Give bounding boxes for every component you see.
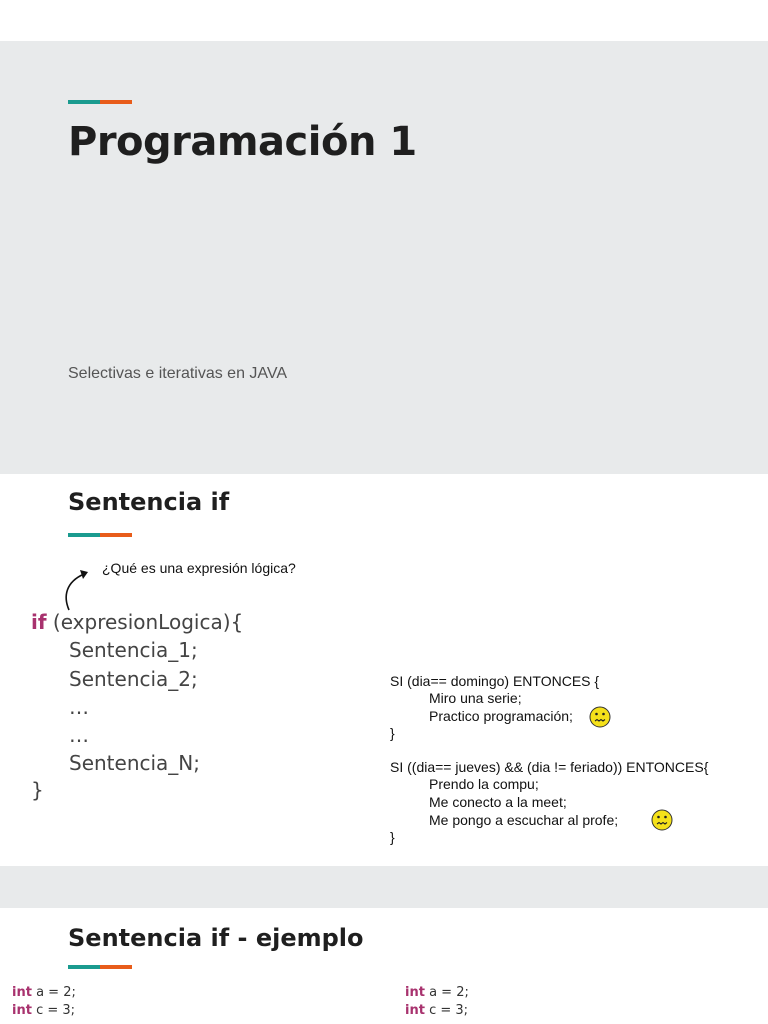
pseudo-header: SI ((dia== jueves) && (dia != feriado)) ENTONCES{ <box>390 759 709 775</box>
accent-teal <box>68 533 100 537</box>
accent-bar <box>68 533 132 537</box>
keyword-int: int <box>405 1003 425 1018</box>
pseudo-line: Me pongo a escuchar al profe; <box>429 812 619 828</box>
syntax-line: … <box>69 723 89 747</box>
code-rest: c = 3; <box>424 1003 469 1018</box>
curved-arrow-icon <box>58 566 98 612</box>
syntax-if-line <box>31 610 243 634</box>
accent-orange <box>100 965 132 969</box>
pseudo-close: } <box>390 829 395 845</box>
code-rest: a = 2; <box>31 985 76 1000</box>
code-rest: a = 2; <box>424 985 469 1000</box>
sentencia-if-ejemplo-slide <box>0 908 768 1024</box>
pseudo-line: Miro una serie; <box>429 690 522 706</box>
title-slide <box>0 41 768 474</box>
keyword-int: int <box>405 985 425 1000</box>
accent-teal <box>68 965 100 969</box>
slide-separator <box>0 866 768 908</box>
sentencia-if-slide <box>0 474 768 866</box>
question-text: ¿Qué es una expresión lógica? <box>102 560 296 576</box>
accent-orange <box>100 100 132 104</box>
syntax-condition: (expresionLogica){ <box>46 610 244 634</box>
accent-bar <box>68 100 132 104</box>
pseudo-header: SI (dia== domingo) ENTONCES { <box>390 673 600 689</box>
accent-bar <box>68 965 132 969</box>
syntax-line: … <box>69 695 89 719</box>
pseudo-line: Practico programación; <box>429 708 573 724</box>
accent-orange <box>100 533 132 537</box>
page-title: Programación 1 <box>68 119 417 165</box>
worried-face-icon <box>651 809 673 831</box>
code-line-right <box>405 984 469 1002</box>
slide-heading: Sentencia if <box>68 488 230 516</box>
keyword-if: if <box>31 610 47 634</box>
code-line-left <box>12 1002 75 1020</box>
syntax-line: Sentencia_2; <box>69 667 198 691</box>
syntax-line: Sentencia_1; <box>69 638 198 662</box>
keyword-int: int <box>12 1003 32 1018</box>
accent-teal <box>68 100 100 104</box>
pseudo-close: } <box>390 725 395 741</box>
code-line-left <box>12 984 76 1002</box>
keyword-int: int <box>12 985 32 1000</box>
syntax-line: Sentencia_N; <box>69 751 201 775</box>
worried-face-icon <box>589 706 611 728</box>
page-subtitle: Selectivas e iterativas en JAVA <box>68 365 288 382</box>
pseudo-line: Me conecto a la meet; <box>429 794 567 810</box>
syntax-close: } <box>31 778 44 802</box>
slide-heading: Sentencia if - ejemplo <box>68 924 364 952</box>
code-rest: c = 3; <box>31 1003 76 1018</box>
pseudo-line: Prendo la compu; <box>429 776 539 792</box>
code-line-right <box>405 1002 468 1020</box>
